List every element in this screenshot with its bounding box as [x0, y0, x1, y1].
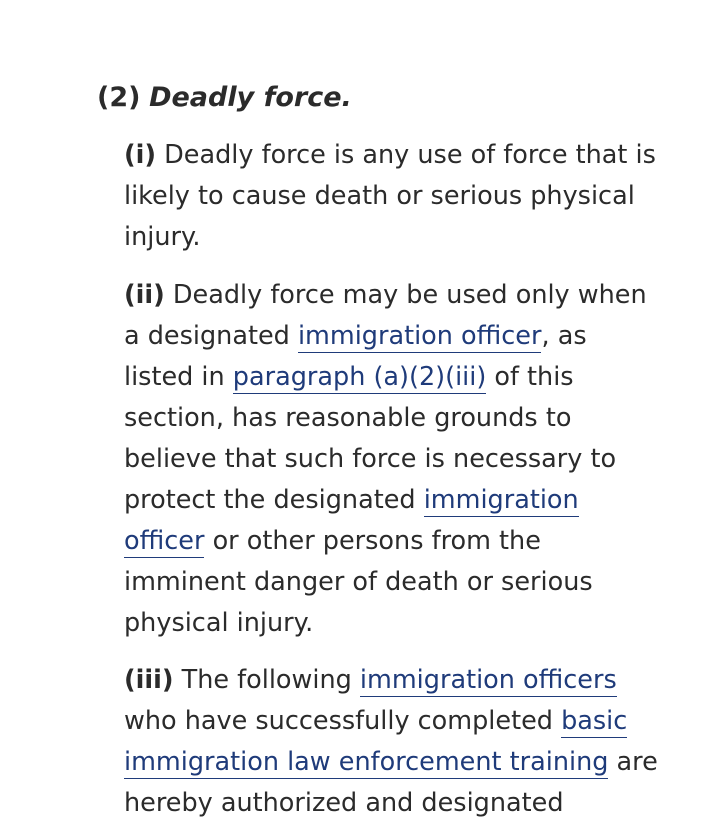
paragraph-text: who have successfully completed — [124, 706, 553, 736]
paragraph-i — [124, 135, 664, 258]
paragraph-text: are hereby authorized and designated — [124, 747, 658, 818]
link-basic-training[interactable]: basic immigration law enforcement training — [124, 706, 628, 777]
paragraph-text: Deadly force is any use of force that is likely to cause death or serious physical injury. — [124, 140, 656, 252]
paragraph-marker: (iii) — [124, 665, 174, 695]
paragraph-text: , as listed in — [124, 321, 587, 392]
paragraph-marker: (i) — [124, 140, 157, 170]
section-number: (2) — [97, 82, 141, 113]
paragraph-text: of this section, has reasonable grounds to believe that such force is necessary to protect the designated — [124, 362, 617, 515]
paragraph-iii — [124, 660, 664, 824]
link-immigration-officer-2[interactable]: immigration officer — [124, 485, 579, 556]
paragraph-marker: (ii) — [124, 280, 165, 310]
paragraph-text: Deadly force may be used only when a designated — [124, 280, 647, 351]
section-heading — [97, 80, 352, 116]
paragraph-text: The following — [181, 665, 352, 695]
link-immigration-officer[interactable]: immigration officer — [297, 321, 542, 351]
link-paragraph-a-2-iii[interactable]: paragraph (a)(2)(iii) — [232, 362, 487, 392]
paragraph-ii — [124, 275, 664, 644]
link-immigration-officers[interactable]: immigration officers — [359, 665, 617, 695]
section-title: Deadly force. — [149, 82, 352, 113]
paragraph-text: or other persons from the imminent danger of death or serious physical injury. — [124, 526, 593, 638]
